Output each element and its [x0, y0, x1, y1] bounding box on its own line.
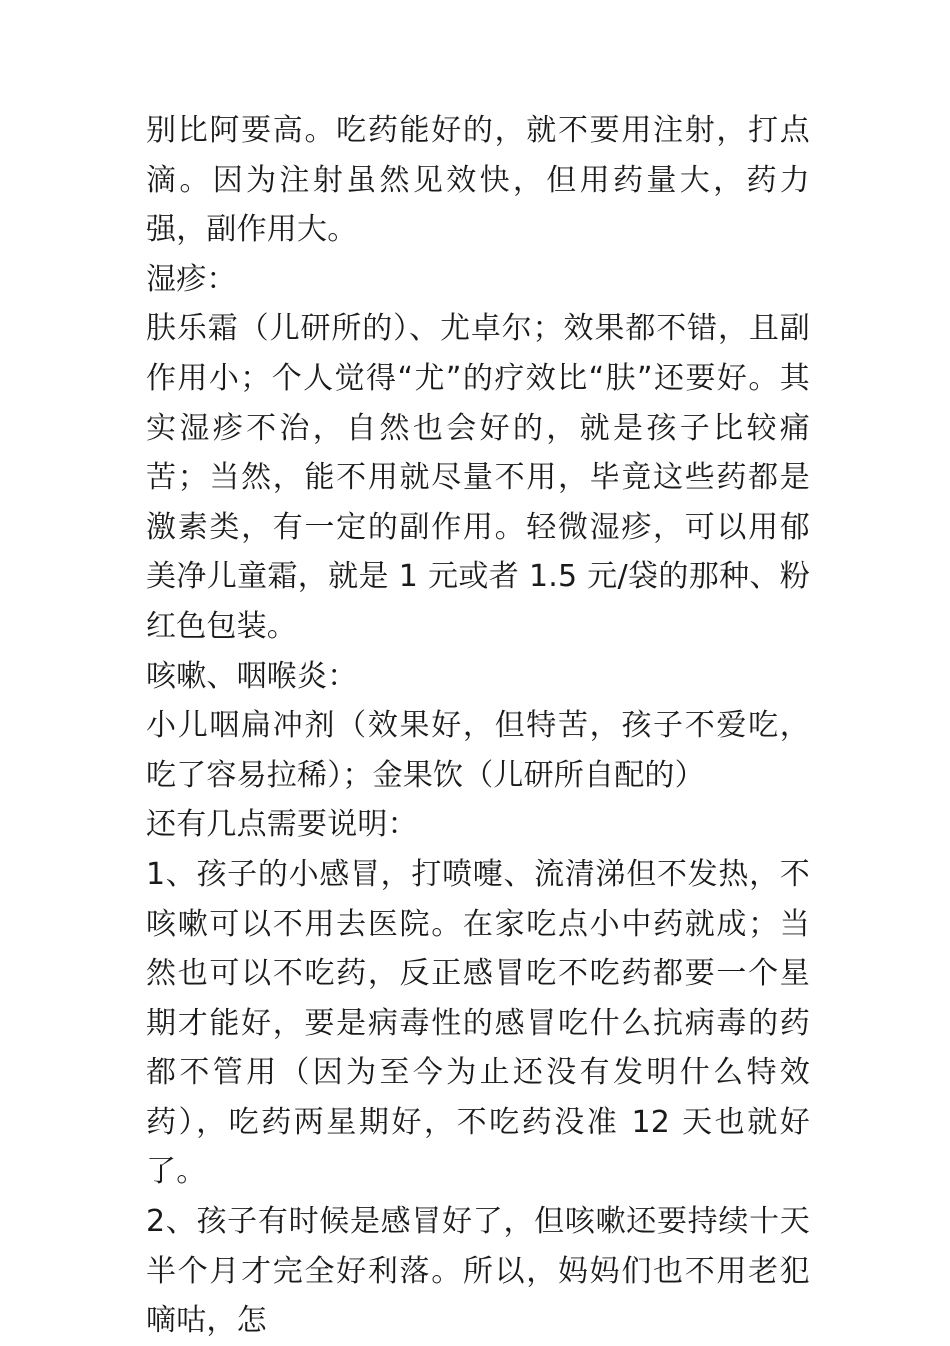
paragraph-cough: 小儿咽扁冲剂（效果好，但特苦，孩子不爱吃，吃了容易拉稀）；金果饮（儿研所自配的）	[146, 708, 810, 793]
document-body	[146, 106, 810, 1346]
paragraph-eczema: 肤乐霜（儿研所的）、尤卓尔；效果都不错，且副作用小；个人觉得“尤”的疗效比“肤”还要好。其实湿疹不治，自然也会好的，就是孩子比较痛苦；当然，能不用就尽量不用，毕竟这些药都是激素类，有一定的副作用。轻微湿疹，可以用郁美净儿童霜，就是 1 元或者 1.5 元/袋的那种、粉红色包装。	[146, 311, 810, 644]
heading-eczema: 湿疹：	[146, 261, 237, 297]
paragraph-note-2: 2、孩子有时候是感冒好了，但咳嗽还要持续十天半个月才完全好利落。所以，妈妈们也不用老犯嘀咕，怎	[146, 1204, 810, 1339]
paragraph-note-1: 1、孩子的小感冒，打喷嚏、流清涕但不发热，不咳嗽可以不用去医院。在家吃点小中药就成；当然也可以不吃药，反正感冒吃不吃药都要一个星期才能好，要是病毒性的感冒吃什么抗病毒的药都不管用（因为至今为止还没有发明什么特效药），吃药两星期好，不吃药没准 12 天也就好了。	[146, 856, 810, 1190]
paragraph-injection-advice: 别比阿要高。吃药能好的，就不要用注射，打点滴。因为注射虽然见效快，但用药量大，药力强，副作用大。	[146, 113, 810, 248]
heading-notes: 还有几点需要说明：	[146, 807, 418, 843]
heading-cough-pharyngitis: 咳嗽、咽喉炎：	[146, 658, 358, 694]
